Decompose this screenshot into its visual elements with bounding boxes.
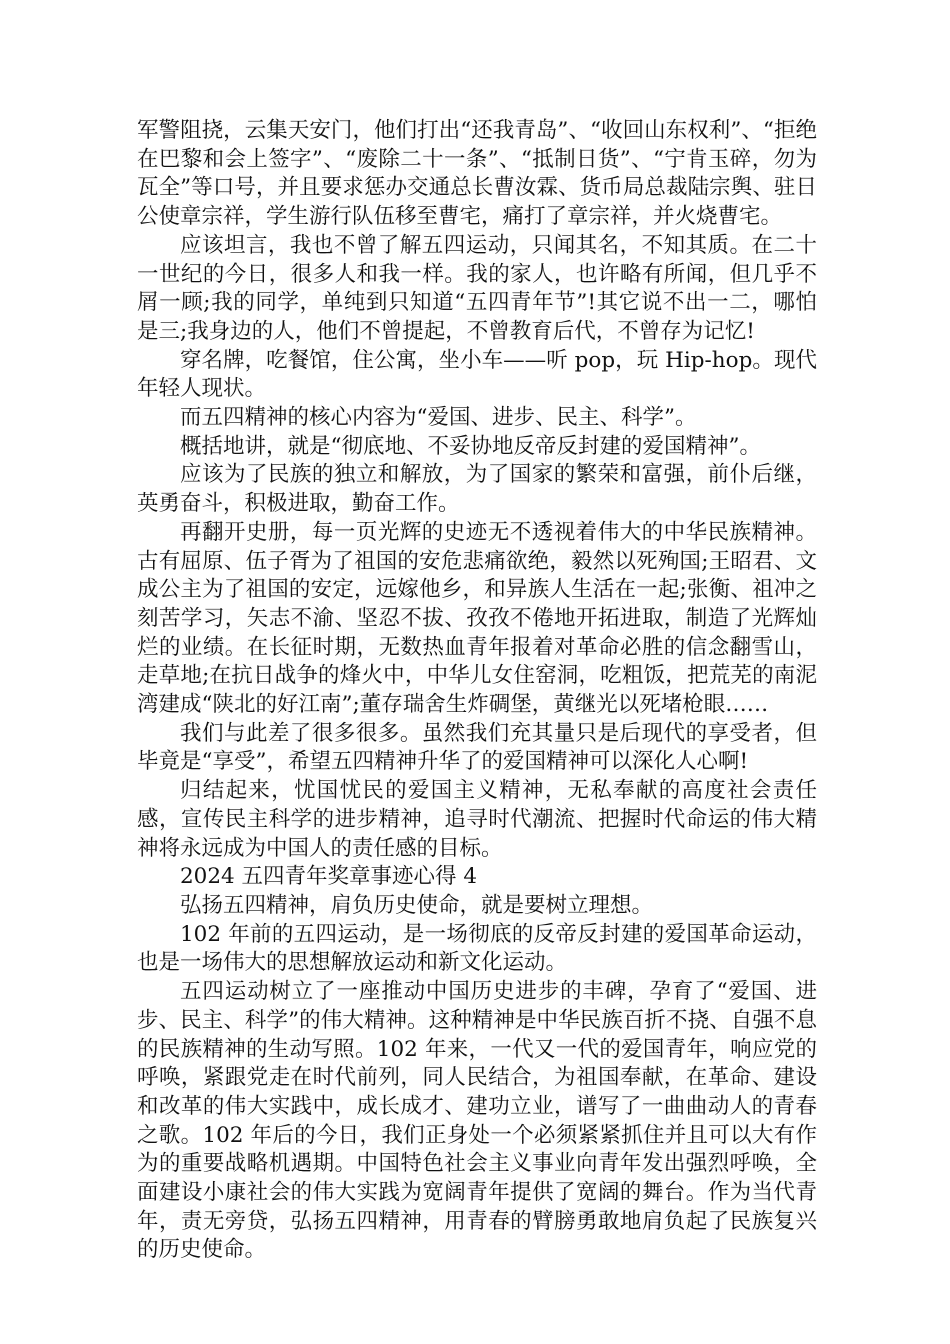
paragraph-7: 再翻开史册，每一页光辉的史迹无不透视着伟大的中华民族精神。古有屈原、伍子胥为了祖国的安危悲痛欲绝，毅然以死殉国;王昭君、文成公主为了祖国的安定，远嫁他乡，和异族人生活在一起;张衡、祖冲之刻苦学习，矢志不渝、坚忍不拔、孜孜不倦地开拓进取，制造了光辉灿烂的业绩。在长征时期，无数热血青年报着对革命必胜的信念翻雪山，走草地;在抗日战争的烽火中，中华儿女住窑洞，吃粗饭，把荒芜的南泥湾建成“陕北的好江南”;董存瑞舍生炸碉堡，黄继光以死堵枪眼…… — [137, 519, 817, 718]
paragraph-4: 而五四精神的核心内容为“爱国、进步、民主、科学”。 — [180, 405, 697, 431]
paragraph-3: 穿名牌，吃餐馆，住公寓，坐小车——听 pop，玩 Hip-hop。现代年轻人现状。 — [137, 347, 817, 402]
paragraph-12: 102 年前的五四运动，是一场彻底的反帝反封建的爱国革命运动，也是一场伟大的思想解放运动和新文化运动。 — [137, 921, 817, 976]
paragraph-5: 概括地讲，就是“彻底地、不妥协地反帝反封建的爱国精神”。 — [180, 433, 761, 459]
paragraph-9: 归结起来，忧国忧民的爱国主义精神，无私奉献的高度社会责任感，宣传民主科学的进步精神，追寻时代潮流、把握时代命运的伟大精神将永远成为中国人的责任感的目标。 — [137, 778, 817, 861]
paragraph-2: 应该坦言，我也不曾了解五四运动，只闻其名，不知其质。在二十一世纪的今日，很多人和我一样。我的家人，也许略有所闻，但几乎不屑一顾;我的同学，单纯到只知道“五四青年节”!其它说不出一二，哪怕是三;我身边的人，他们不曾提起，不曾教育后代，不曾存为记忆! — [137, 232, 817, 344]
paragraph-8: 我们与此差了很多很多。虽然我们充其量只是后现代的享受者，但毕竟是“享受”，希望五四精神升华了的爱国精神可以深化人心啊! — [137, 720, 817, 775]
paragraph-1: 军警阻挠，云集天安门，他们打出“还我青岛”、“收回山东权利”、“拒绝在巴黎和会上签字”、“废除二十一条”、“抵制日货”、“宁肯玉碎，勿为瓦全”等口号，并且要求惩办交通总长曹汝霖、货币局总裁陆宗舆、驻日公使章宗祥，学生游行队伍移至曹宅，痛打了章宗祥，并火烧曹宅。 — [137, 118, 817, 230]
document-body — [137, 117, 817, 1265]
section-heading: 2024 五四青年奖章事迹心得 4 — [180, 864, 478, 890]
paragraph-6: 应该为了民族的独立和解放，为了国家的繁荣和富强，前仆后继，英勇奋斗，积极进取，勤奋工作。 — [137, 462, 817, 517]
paragraph-13: 五四运动树立了一座推动中国历史进步的丰碑，孕育了“爱国、进步、民主、科学”的伟大精神。这种精神是中华民族百折不挠、自强不息的民族精神的生动写照。102 年来，一代又一代的爱国青年，响应党的呼唤，紧跟党走在时代前列，同人民结合，为祖国奉献，在革命、建设和改革的伟大实践中，成长成才、建功立业，谱写了一曲曲动人的青春之歌。102 年后的今日，我们正身处一个必须紧紧抓住并且可以大有作为的重要战略机遇期。中国特色社会主义事业向青年发出强烈呼唤，全面建设小康社会的伟大实践为宽阔青年提供了宽阔的舞台。作为当代青年，责无旁贷，弘扬五四精神，用青春的臂膀勇敢地肩负起了民族复兴的历史使命。 — [137, 979, 817, 1263]
paragraph-11: 弘扬五四精神，肩负历史使命，就是要树立理想。 — [180, 892, 654, 918]
